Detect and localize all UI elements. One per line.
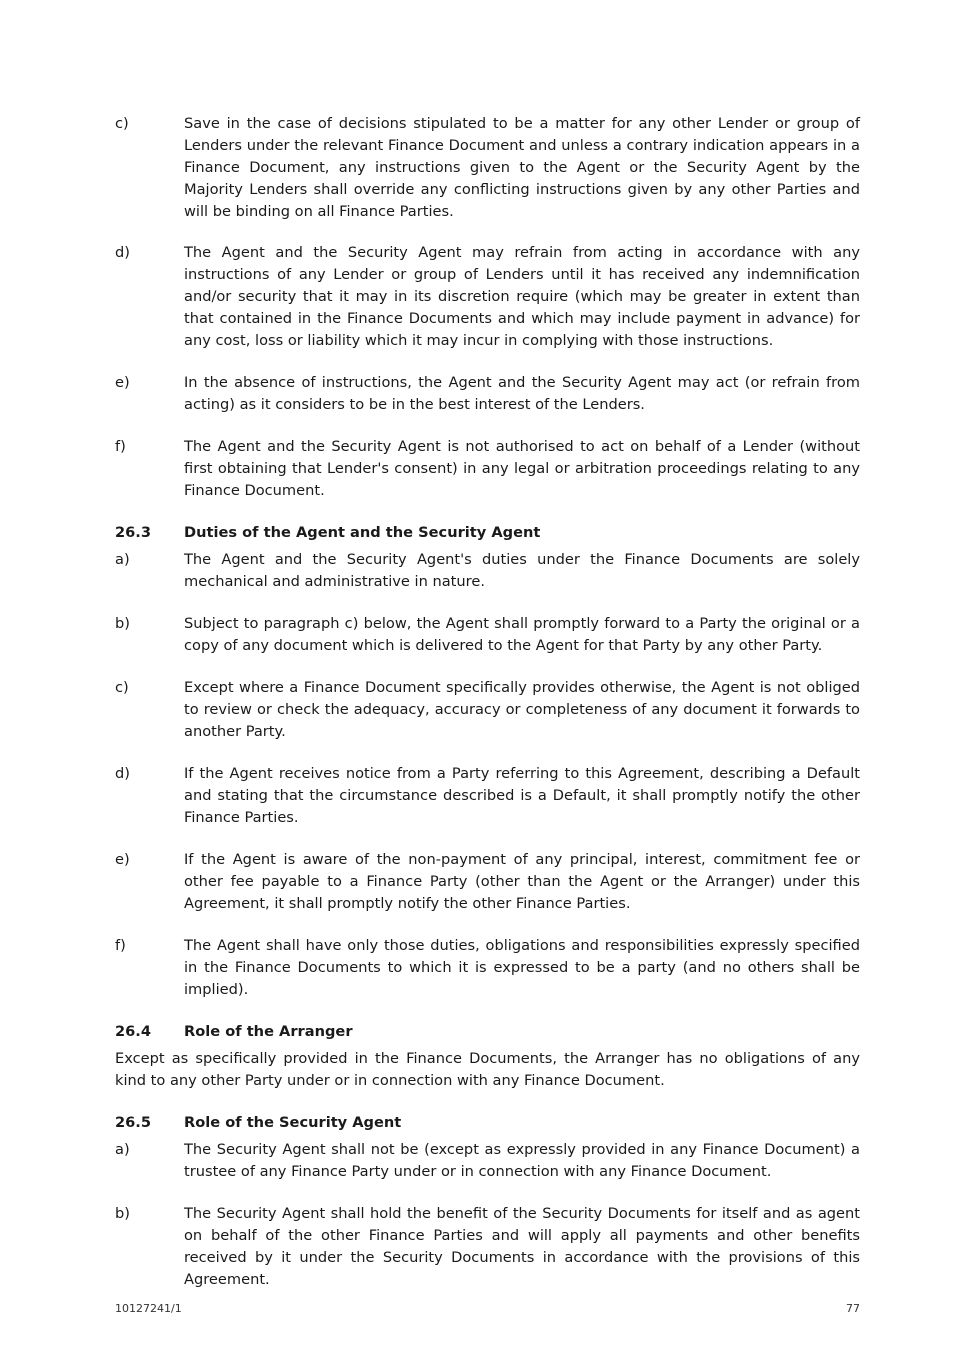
section-title: Duties of the Agent and the Security Agent [184, 524, 541, 541]
page-footer [115, 1302, 860, 1315]
clause-text: Subject to paragraph c) below, the Agent shall promptly forward to a Party the original or a copy of any document which is delivered to the Agent for that Party by any other Party. [184, 615, 860, 654]
section-heading-26-4 [115, 1021, 860, 1043]
clause-label: a) [115, 551, 130, 568]
clause-label: f) [115, 937, 126, 954]
clause-label: d) [115, 765, 130, 782]
clause-26-2-e [115, 372, 860, 416]
section-title: Role of the Security Agent [184, 1114, 402, 1131]
document-reference: 10127241/1 [115, 1302, 182, 1315]
clause-text: If the Agent receives notice from a Party referring to this Agreement, describing a Default and stating that the circumstance described is a Default, it shall promptly notify the other Finance Parties. [184, 765, 860, 826]
clause-label: c) [115, 679, 129, 696]
clause-label: b) [115, 615, 130, 632]
section-number: 26.4 [115, 1023, 152, 1040]
clause-text: Save in the case of decisions stipulated to be a matter for any other Lender or group of Lenders under the relevant Finance Document and unless a contrary indication appears in a Finance Document, any instructions given to the Agent or the Security Agent by the Majority Lenders shall override any conflicting instructions given by any other Parties and will be binding on all Finance Parties. [184, 115, 860, 220]
clause-26-3-b [115, 613, 860, 657]
clause-text: The Agent and the Security Agent is not authorised to act on behalf of a Lender (without first obtaining that Lender's consent) in any legal or arbitration proceedings relating to any Finance Document. [184, 438, 860, 499]
section-heading-26-5 [115, 1112, 860, 1134]
clause-26-3-d [115, 763, 860, 829]
document-page [115, 113, 860, 1291]
clause-text: If the Agent is aware of the non-payment of any principal, interest, commitment fee or other fee payable to a Finance Party (other than the Agent or the Arranger) under this Agreement, it shall promptly notify the other Finance Parties. [184, 851, 860, 912]
clause-text: Except where a Finance Document specifically provides otherwise, the Agent is not obliged to review or check the adequacy, accuracy or completeness of any document it forwards to another Party. [184, 679, 860, 740]
clause-text: The Agent and the Security Agent may refrain from acting in accordance with any instructions of any Lender or group of Lenders until it has received any indemnification and/or security that it may in its discretion require (which may be greater in extent than that contained in the Finance Documents and which may include payment in advance) for any cost, loss or liability which it may incur in complying with those instructions. [184, 244, 860, 349]
clause-text: The Security Agent shall hold the benefit of the Security Documents for itself and as agent on behalf of the other Finance Parties and will apply all payments and other benefits received by it under the Security Documents in accordance with the provisions of this Agreement. [184, 1205, 860, 1288]
page-number: 77 [846, 1302, 860, 1315]
clause-label: e) [115, 851, 130, 868]
clause-label: f) [115, 438, 126, 455]
section-title: Role of the Arranger [184, 1023, 353, 1040]
clause-label: e) [115, 374, 130, 391]
clause-text: In the absence of instructions, the Agent and the Security Agent may act (or refrain from acting) as it considers to be in the best interest of the Lenders. [184, 374, 860, 413]
clause-label: d) [115, 244, 130, 261]
clause-26-5-a [115, 1139, 860, 1183]
section-number: 26.5 [115, 1114, 152, 1131]
section-26-4-text: Except as specifically provided in the Finance Documents, the Arranger has no obligations of any kind to any other Party under or in connection with any Finance Document. [115, 1050, 860, 1089]
clause-text: The Agent shall have only those duties, obligations and responsibilities expressly specified in the Finance Documents to which it is expressed to be a party (and no others shall be implied). [184, 937, 860, 998]
clause-26-3-a [115, 549, 860, 593]
clause-26-5-b [115, 1203, 860, 1291]
clause-label: b) [115, 1205, 130, 1222]
clause-label: c) [115, 115, 129, 132]
clause-label: a) [115, 1141, 130, 1158]
clause-26-2-d [115, 242, 860, 352]
clause-26-2-c [115, 113, 860, 223]
section-heading-26-3 [115, 522, 860, 544]
clause-text: The Security Agent shall not be (except as expressly provided in any Finance Document) a trustee of any Finance Party under or in connection with any Finance Document. [184, 1141, 860, 1180]
clause-26-2-f [115, 436, 860, 502]
clause-26-3-f [115, 935, 860, 1001]
clause-26-3-e [115, 849, 860, 915]
clause-text: The Agent and the Security Agent's duties under the Finance Documents are solely mechanical and administrative in nature. [184, 551, 860, 590]
section-number: 26.3 [115, 524, 152, 541]
clause-26-3-c [115, 677, 860, 743]
